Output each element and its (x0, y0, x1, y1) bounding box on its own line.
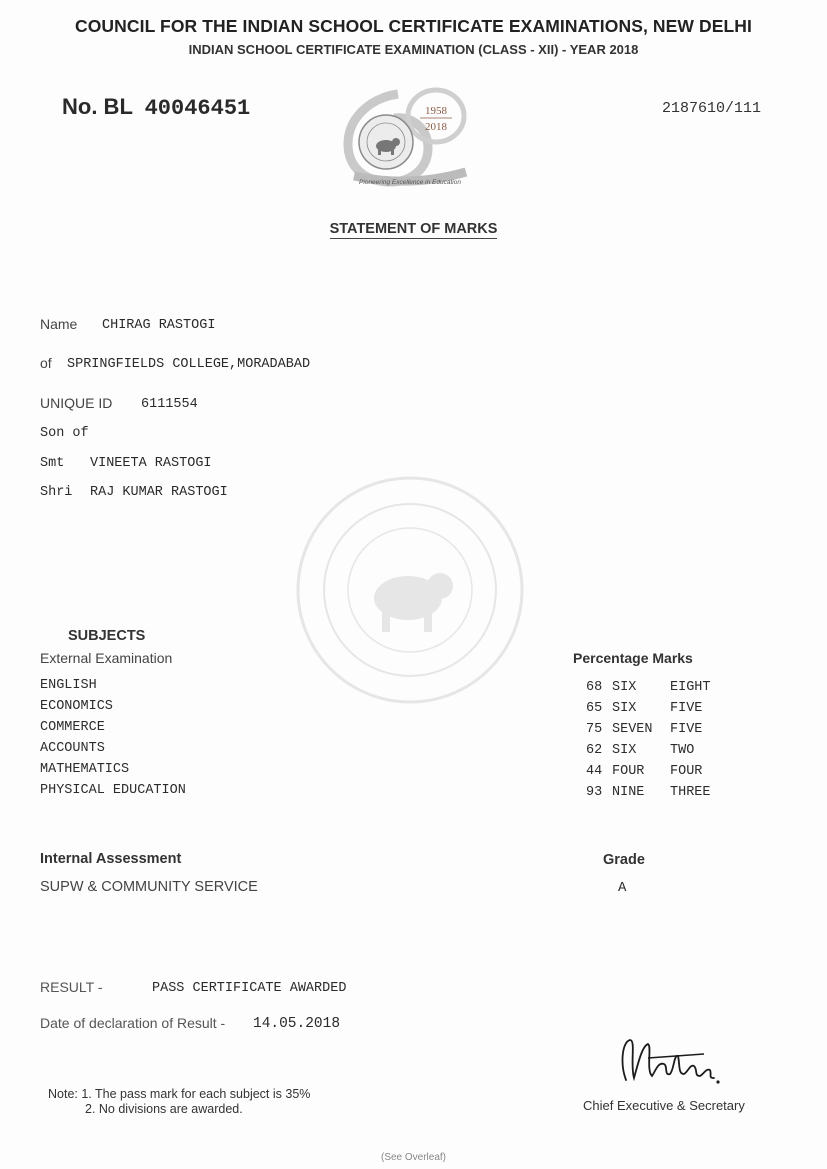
logo-tagline: Pioneering Excellence in Education (359, 179, 461, 186)
subject-name: ECONOMICS (40, 699, 113, 714)
mother-name: VINEETA RASTOGI (90, 456, 212, 471)
marks-words-tens: NINE (612, 785, 645, 800)
father-prefix: Shri (40, 485, 73, 500)
signatory-title: Chief Executive & Secretary (583, 1098, 745, 1113)
subject-marks: 68 (586, 680, 603, 695)
grade-value: A (618, 880, 627, 896)
subjects-heading: SUBJECTS (68, 628, 146, 644)
subject-marks: 93 (586, 785, 603, 800)
mother-prefix: Smt (40, 456, 65, 471)
marks-words-tens: FOUR (612, 764, 645, 779)
name-label: Name (40, 316, 78, 332)
certificate-number (62, 94, 250, 121)
marks-words-units: FIVE (670, 722, 703, 737)
year-start: 1958 (425, 105, 447, 117)
relation-label: Son of (40, 426, 89, 441)
subject-name: COMMERCE (40, 720, 105, 735)
subject-marks: 62 (586, 743, 603, 758)
father-name: RAJ KUMAR RASTOGI (90, 485, 228, 500)
marks-words-units: THREE (670, 785, 711, 800)
certificate-number-value: 40046451 (144, 96, 251, 121)
jubilee-logo (340, 84, 480, 194)
document-title (0, 221, 827, 237)
external-exam-heading: External Examination (40, 650, 173, 666)
marks-words-tens: SIX (612, 701, 637, 716)
student-name: CHIRAG RASTOGI (102, 318, 216, 333)
marks-words-units: FOUR (670, 764, 703, 779)
school-name: SPRINGFIELDS COLLEGE,MORADABAD (67, 357, 311, 372)
jubilee-years (420, 105, 452, 133)
watermark-seal (290, 470, 530, 710)
marks-words-units: EIGHT (670, 680, 711, 695)
exam-title: INDIAN SCHOOL CERTIFICATE EXAMINATION (CLASS - XII) - YEAR 2018 (188, 42, 639, 57)
council-title: COUNCIL FOR THE INDIAN SCHOOL CERTIFICATE EXAMINATIONS, NEW DELHI (74, 16, 752, 36)
signature (608, 1034, 728, 1090)
subject-name: MATHEMATICS (40, 762, 130, 777)
result-value: PASS CERTIFICATE AWARDED (152, 981, 347, 996)
percentage-marks-heading: Percentage Marks (573, 650, 693, 666)
result-label: RESULT - (40, 979, 103, 995)
marks-words-units: TWO (670, 743, 695, 758)
subject-marks: 75 (586, 722, 603, 737)
subject-marks: 65 (586, 701, 603, 716)
declaration-date: 14.05.2018 (253, 1016, 341, 1032)
overleaf-note: (See Overleaf) (380, 1152, 447, 1163)
grade-heading: Grade (603, 852, 645, 868)
marks-words-tens: SIX (612, 680, 637, 695)
note-line-2: 2. No divisions are awarded. (85, 1102, 243, 1116)
certificate-prefix: No. BL (62, 94, 133, 119)
year-end: 2018 (425, 121, 447, 133)
subject-name: ACCOUNTS (40, 741, 105, 756)
subject-name: PHYSICAL EDUCATION (40, 783, 186, 798)
marks-words-tens: SEVEN (612, 722, 653, 737)
internal-assessment-heading: Internal Assessment (40, 851, 182, 867)
note-line-1: Note: 1. The pass mark for each subject is 35% (48, 1087, 311, 1101)
declaration-date-label: Date of declaration of Result - (40, 1015, 226, 1031)
marks-words-tens: SIX (612, 743, 637, 758)
subject-marks: 44 (586, 764, 603, 779)
unique-id: 6111554 (141, 397, 198, 412)
marks-words-units: FIVE (670, 701, 703, 716)
subject-name: ENGLISH (40, 678, 97, 693)
unique-id-label: UNIQUE ID (40, 395, 113, 411)
document-title-text: STATEMENT OF MARKS (329, 221, 498, 237)
of-label: of (40, 355, 52, 371)
internal-assessment-item: SUPW & COMMUNITY SERVICE (40, 879, 258, 895)
reference-number: 2187610/111 (662, 100, 762, 117)
